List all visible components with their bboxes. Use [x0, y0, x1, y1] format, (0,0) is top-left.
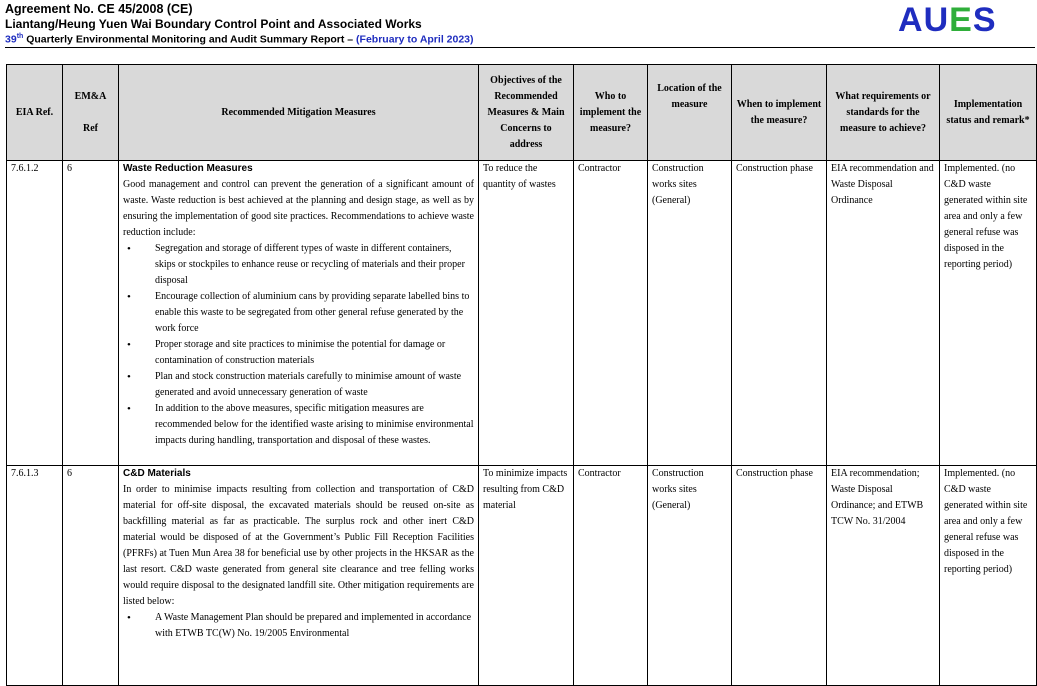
- measure-bullets: [123, 241, 474, 449]
- measure-title: C&D Materials: [123, 468, 191, 479]
- agreement-number: Agreement No. CE 45/2008 (CE): [5, 2, 193, 16]
- table-row: [7, 466, 1037, 686]
- cell-objectives: To minimize impacts resulting from C&D material: [479, 466, 574, 686]
- cell-ema-ref: 6: [63, 466, 119, 686]
- cell-measures: [119, 161, 479, 466]
- col-header-objectives: Objectives of the Recommended Measures & Main Concerns to address: [479, 65, 574, 161]
- cell-who: Contractor: [574, 161, 648, 466]
- cell-requirements: EIA recommendation; Waste Disposal Ordinance; and ETWB TCW No. 31/2004: [827, 466, 940, 686]
- report-number: 39: [5, 33, 17, 46]
- list-item: • In addition to the above measures, specific mitigation measures are recommended below for the identified waste arising to minimise environmental impacts during handling, transportation and disposal of these wastes.: [123, 401, 474, 449]
- col-header-location: Location of the measure: [648, 65, 732, 161]
- col-header-status: Implementation status and remark*: [940, 65, 1037, 161]
- list-item: • Proper storage and site practices to minimise the potential for damage or contamination of construction materials: [123, 337, 474, 369]
- cell-when: Construction phase: [732, 466, 827, 686]
- report-title-text: Quarterly Environmental Monitoring and Audit Summary Report –: [23, 33, 357, 46]
- cell-who: Contractor: [574, 466, 648, 686]
- cell-location: Construction works sites (General): [648, 466, 732, 686]
- cell-eia-ref: 7.6.1.3: [7, 466, 63, 686]
- measure-title: Waste Reduction Measures: [123, 163, 253, 174]
- measure-text: In order to minimise impacts resulting from collection and transportation of C&D material for off-site disposal, the excavated materials should be reused on-site as backfilling material as far as practicable. The surplus rock and other inert C&D material would be disposed of at the Government’s Public Fill Reception Facilities (PFRFs) at Tuen Mun Area 38 for beneficial use by other projects in the HKSAR as the last resort. C&D waste generated from general site clearance and tree felling works would require disposal to the designated landfill site. Other mitigation requirements are listed below:: [123, 484, 474, 607]
- cell-when: Construction phase: [732, 161, 827, 466]
- header-divider: [5, 47, 1035, 48]
- page-header: [5, 0, 1037, 50]
- report-title: [5, 33, 474, 46]
- col-header-who: Who to implement the measure?: [574, 65, 648, 161]
- table-row: [7, 161, 1037, 466]
- col-header-ema-ref: EM&A Ref: [63, 65, 119, 161]
- aues-logo: AUES: [898, 1, 997, 39]
- list-item: • A Waste Management Plan should be prepared and implemented in accordance with ETWB TC(W) No. 19/2005 Environmental: [123, 610, 474, 642]
- mitigation-measures-table: [6, 64, 1037, 686]
- list-item: • Encourage collection of aluminium cans by providing separate labelled bins to enable this waste to be segregated from other general refuse generated by the work force: [123, 289, 474, 337]
- cell-status: Implemented. (no C&D waste generated within site area and only a few general refuse was disposed in the reporting period): [940, 466, 1037, 686]
- col-header-requirements: What requirements or standards for the measure to achieve?: [827, 65, 940, 161]
- measure-bullets: [123, 610, 474, 642]
- measure-text: Good management and control can prevent the generation of a significant amount of waste. Waste reduction is best achieved at the planning and design stage, as well as by ensuring the implementation of good site practices. Recommendations to achieve waste reduction include:: [123, 179, 474, 238]
- table-header-row: [7, 65, 1037, 161]
- cell-ema-ref: 6: [63, 161, 119, 466]
- report-number-suffix: th: [16, 33, 24, 40]
- cell-eia-ref: 7.6.1.2: [7, 161, 63, 466]
- report-period: (February to April 2023): [356, 33, 474, 46]
- list-item: • Plan and stock construction materials carefully to minimise amount of waste generated and avoid unnecessary generation of waste: [123, 369, 474, 401]
- col-header-eia-ref: EIA Ref.: [7, 65, 63, 161]
- cell-status: Implemented. (no C&D waste generated within site area and only a few general refuse was disposed in the reporting period): [940, 161, 1037, 466]
- cell-location: Construction works sites (General): [648, 161, 732, 466]
- cell-requirements: EIA recommendation and Waste Disposal Ordinance: [827, 161, 940, 466]
- list-item: • Segregation and storage of different types of waste in different containers, skips or stockpiles to enhance reuse or recycling of materials and their proper disposal: [123, 241, 474, 289]
- col-header-when: When to implement the measure?: [732, 65, 827, 161]
- col-header-measures: Recommended Mitigation Measures: [119, 65, 479, 161]
- project-title: Liantang/Heung Yuen Wai Boundary Control Point and Associated Works: [5, 17, 422, 31]
- cell-objectives: To reduce the quantity of wastes: [479, 161, 574, 466]
- cell-measures: [119, 466, 479, 686]
